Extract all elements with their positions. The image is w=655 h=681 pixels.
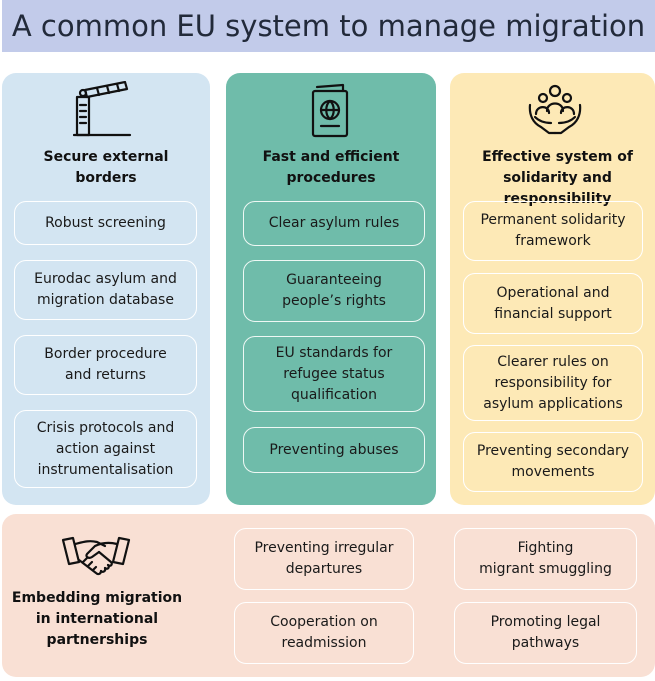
legal-pathways-item: Promoting legal pathways [454, 602, 637, 664]
peoples-rights-item: Guaranteeing people’s rights [243, 260, 425, 322]
title-banner [2, 0, 655, 52]
preventing-abuses-item: Preventing abuses [243, 427, 425, 473]
eu-standards-item: EU standards for refugee status qualification [243, 336, 425, 412]
procedures-column [226, 73, 436, 505]
procedures-heading: Fast and efficient procedures [262, 149, 400, 186]
responsibility-rules-item: Clearer rules on responsibility for asylum applications [463, 345, 643, 421]
eurodac-item: Eurodac asylum and migration database [14, 260, 197, 320]
barrier-gate-icon [73, 81, 133, 139]
robust-screening-item: Robust screening [14, 201, 197, 245]
solidarity-column [450, 73, 655, 505]
solidarity-framework-item: Permanent solidarity framework [463, 201, 643, 261]
secondary-movements-item: Preventing secondary movements [463, 432, 643, 492]
borders-column [2, 73, 210, 505]
page-title: A common EU system to manage migration [11, 9, 646, 43]
border-procedure-item: Border procedure and returns [14, 335, 197, 395]
operational-support-item: Operational and financial support [463, 273, 643, 334]
people-in-hands-icon [527, 81, 583, 137]
partnerships-band [2, 514, 655, 677]
migrant-smuggling-item: Fighting migrant smuggling [454, 528, 637, 590]
solidarity-heading: Effective system of solidarity and responsibility [482, 149, 633, 207]
clear-asylum-rules-item: Clear asylum rules [243, 201, 425, 246]
passport-icon [309, 83, 353, 139]
handshake-icon [61, 534, 131, 578]
crisis-protocols-item: Crisis protocols and action against instrumentalisation [14, 410, 197, 488]
irregular-departures-item: Preventing irregular departures [234, 528, 414, 590]
partnerships-heading: Embedding migration in international partnerships [11, 590, 183, 648]
borders-heading: Secure external borders [43, 149, 169, 186]
readmission-item: Cooperation on readmission [234, 602, 414, 664]
